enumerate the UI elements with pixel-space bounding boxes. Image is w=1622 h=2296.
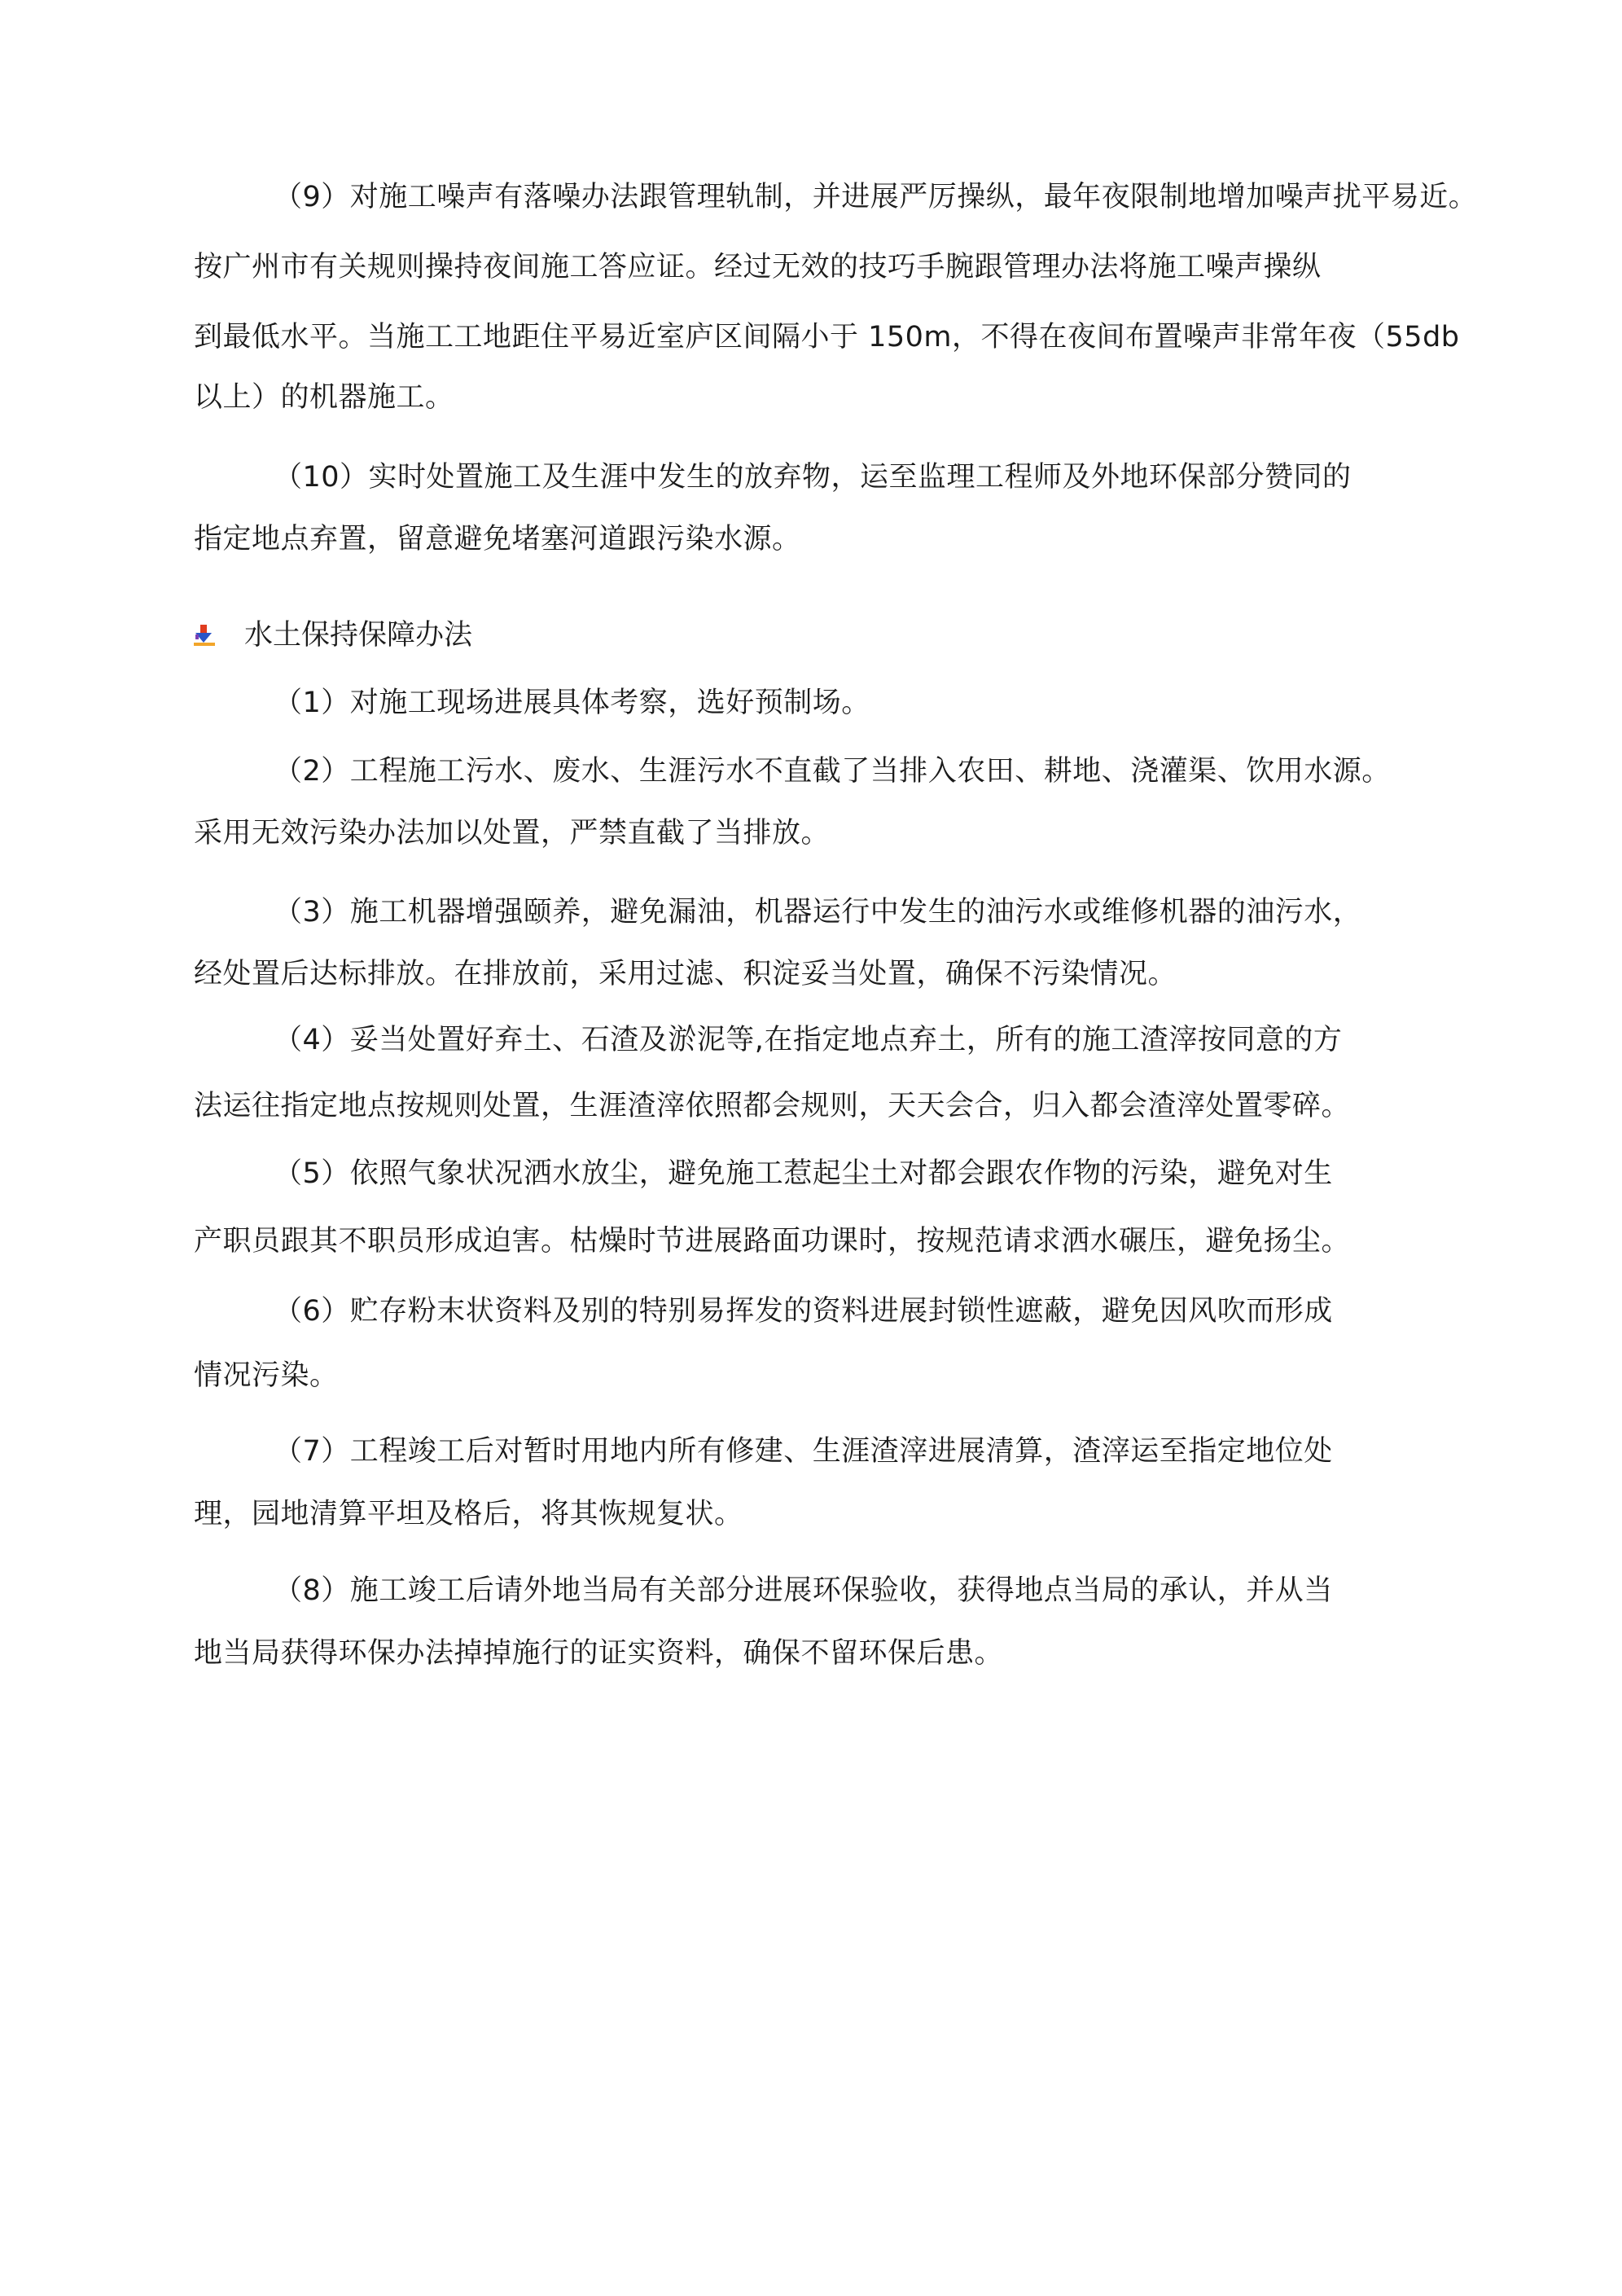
item-9-line-4: 以上）的机器施工。 xyxy=(194,381,454,414)
item-4-line-2: 法运往指定地点按规则处置，生涯渣滓依照都会规则，天天会合，归入都会渣滓处置零碎。 xyxy=(194,1090,1351,1122)
item-3-line-1: （3）施工机器增强颐养，避免漏油，机器运行中发生的油污水或维修机器的油污水， xyxy=(274,896,1362,928)
item-9-line-2: 按广州市有关规则操持夜间施工答应证。经过无效的技巧手腕跟管理办法将施工噪声操纵 xyxy=(194,251,1322,283)
item-8-line-1: （8）施工竣工后请外地当局有关部分进展环保验收，获得地点当局的承认，并从当 xyxy=(274,1574,1333,1607)
item-7-line-2: 理，园地清算平坦及格后，将其恢规复状。 xyxy=(194,1498,743,1530)
item-3-line-2: 经处置后达标排放。在排放前，采用过滤、积淀妥当处置，确保不污染情况。 xyxy=(194,958,1177,990)
item-6-line-2: 情况污染。 xyxy=(194,1359,339,1392)
item-8-line-2: 地当局获得环保办法掉掉施行的证实资料，确保不留环保后患。 xyxy=(194,1637,1004,1670)
item-1-line-1: （1）对施工现场进展具体考察，选好预制场。 xyxy=(274,687,870,719)
section-heading: 水土保持保障办法 xyxy=(244,619,473,652)
item-2-line-1: （2）工程施工污水、废水、生涯污水不直截了当排入农田、耕地、浇灌渠、饮用水源。 xyxy=(274,755,1391,788)
item-4-line-1: （4）妥当处置好弃土、石渣及淤泥等,在指定地点弃土，所有的施工渣滓按同意的方 xyxy=(274,1024,1343,1056)
item-2-line-2: 采用无效污染办法加以处置，严禁直截了当排放。 xyxy=(194,817,831,849)
item-9-line-1: （9）对施工噪声有落噪办法跟管理轨制，并进展严厉操纵，最年夜限制地增加噪声扰平易近。 xyxy=(274,181,1478,213)
item-5-line-1: （5）依照气象状况洒水放尘，避免施工惹起尘土对都会跟农作物的污染，避免对生 xyxy=(274,1157,1333,1190)
item-6-line-1: （6）贮存粉末状资料及别的特别易挥发的资料进展封锁性遮蔽，避免因风吹而形成 xyxy=(274,1295,1333,1328)
item-10-line-1: （10）实时处置施工及生涯中发生的放弃物，运至监理工程师及外地环保部分赞同的 xyxy=(274,461,1352,494)
item-5-line-2: 产职员跟其不职员形成迫害。枯燥时节进展路面功课时，按规范请求洒水碾压，避免扬尘。 xyxy=(194,1225,1351,1258)
item-7-line-1: （7）工程竣工后对暂时用地内所有修建、生涯渣滓进展清算，渣滓运至指定地位处 xyxy=(274,1435,1333,1468)
item-9-line-3: 到最低水平。当施工工地距住平易近室庐区间隔小于 150m，不得在夜间布置噪声非常年夜（55db xyxy=(194,321,1460,353)
arrow-bullet-icon xyxy=(192,623,217,648)
item-10-line-2: 指定地点弃置，留意避免堵塞河道跟污染水源。 xyxy=(194,523,801,555)
